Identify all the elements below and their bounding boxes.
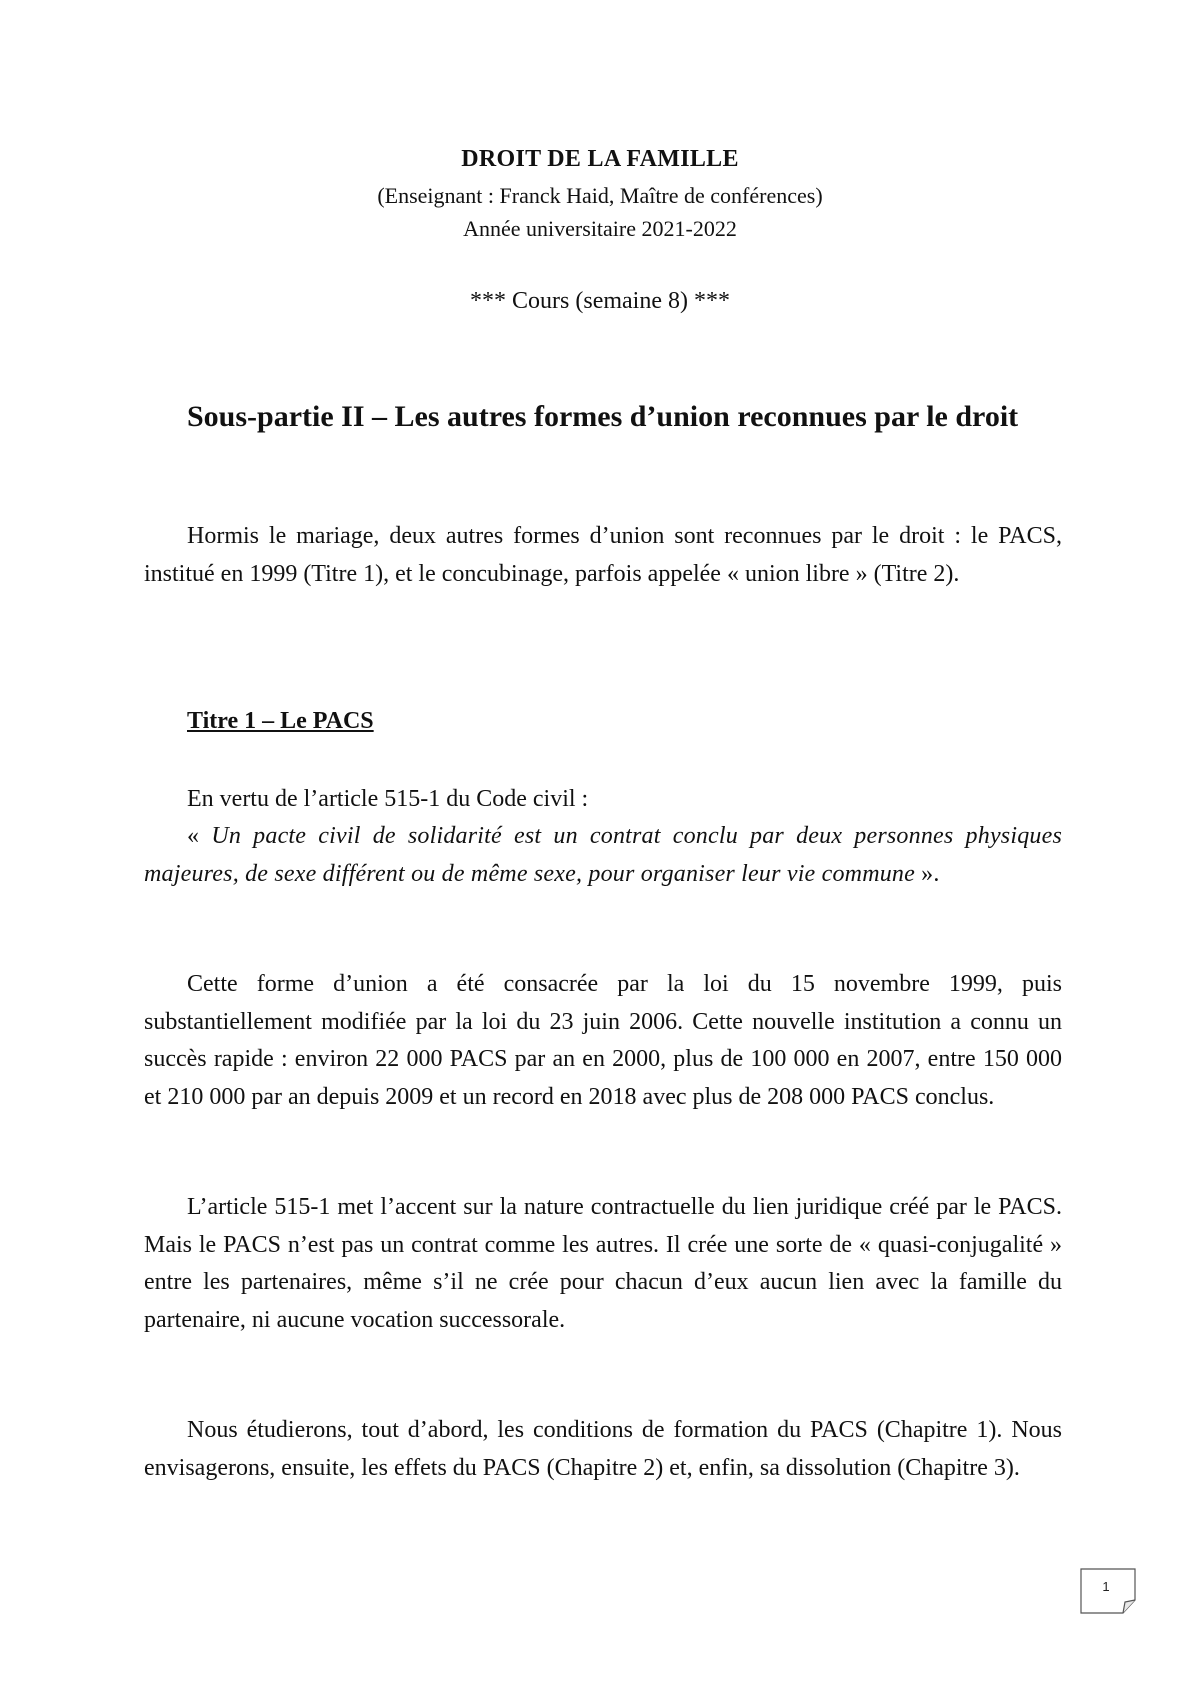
section-title: Sous-partie II – Les autres formes d’union reconnues par le droit (187, 400, 1019, 433)
paragraph-article-515: L’article 515-1 met l’accent sur la nature contractuelle du lien juridique créé par le PACS. Mais le PACS n’est pas un contrat comme les autres. Il crée une sorte de « quasi-conjugalité » entre les partenaires, même s’il ne crée pour chacun d’eux aucun lien avec la famille du partenaire, ni aucune vocation successorale. (144, 1194, 1062, 1333)
quote-open: « (187, 823, 212, 849)
article-intro: En vertu de l’article 515-1 du Code civil : (187, 786, 589, 812)
paragraph-plan: Nous étudierons, tout d’abord, les conditions de formation du PACS (Chapitre 1). Nous envisagerons, ensuite, les effets du PACS (Chapitre 2) et, enfin, sa dissolution (Chapitre 3). (144, 1417, 1062, 1481)
article-quote (144, 818, 1062, 893)
titre1-heading: Titre 1 – Le PACS (187, 708, 374, 734)
academic-year: Année universitaire 2021-2022 (463, 216, 737, 241)
document-title: DROIT DE LA FAMILLE (461, 146, 739, 172)
quote-text: Un pacte civil de solidarité est un contrat conclu par deux personnes physiques majeures, de sexe différent ou de même sexe, pour organiser leur vie commune (144, 823, 1062, 887)
teacher-line: (Enseignant : Franck Haid, Maître de conférences) (377, 183, 823, 208)
quote-close: ». (914, 860, 940, 887)
course-week: *** Cours (semaine 8) *** (470, 288, 730, 314)
paragraph-forme-union: Cette forme d’union a été consacrée par la loi du 15 novembre 1999, puis substantiellement modifiée par la loi du 23 juin 2006. Cette nouvelle institution a connu un succès rapide : environ 22 000 PACS par an en 2000, plus de 100 000 en 2007, entre 150 000 et 210 000 par an depuis 2009 et un record en 2018 avec plus de 208 000 PACS conclus. (144, 971, 1062, 1110)
page-number-box (1080, 1568, 1138, 1614)
page-number: 1 (1102, 1579, 1110, 1594)
intro-paragraph: Hormis le mariage, deux autres formes d’union sont reconnues par le droit : le PACS, institué en 1999 (Titre 1), et le concubinage, parfois appelée « union libre » (Titre 2). (144, 523, 1062, 587)
